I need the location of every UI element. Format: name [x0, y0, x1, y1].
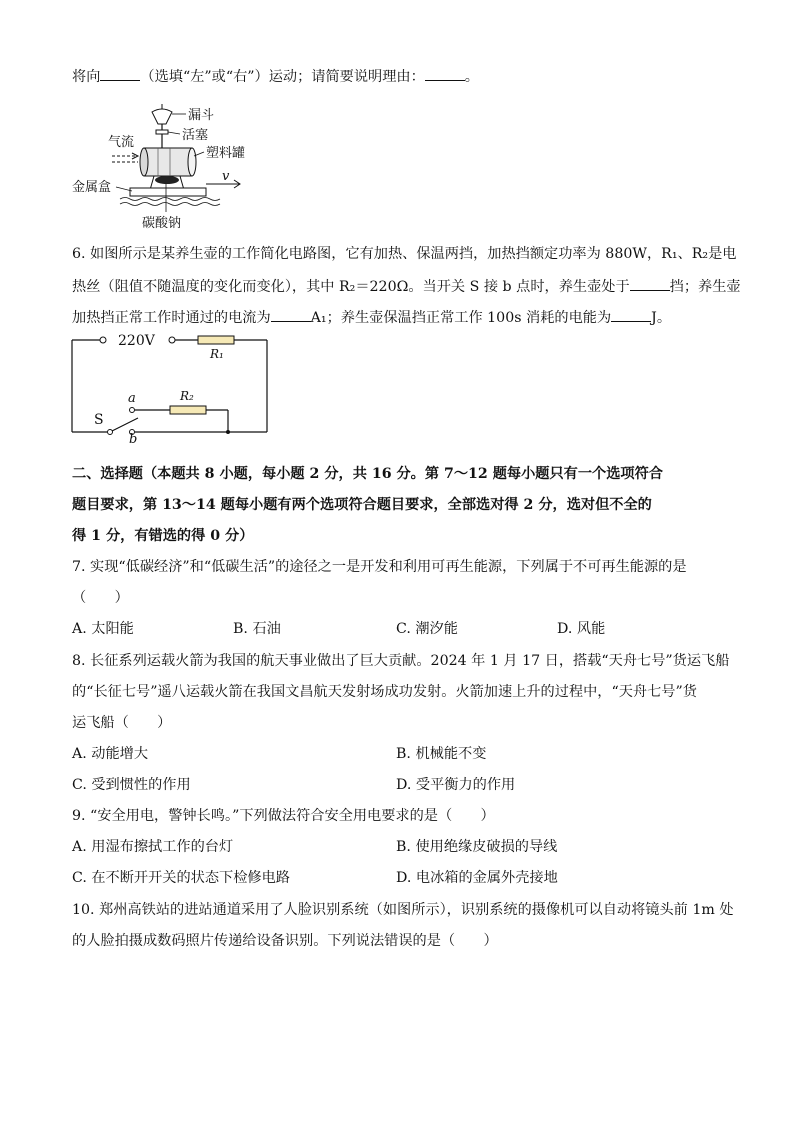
resistor-r1-icon — [198, 336, 234, 344]
q8-line-3: 运飞船（ ） — [72, 715, 172, 731]
q7-line-1: 7. 实现“低碳经济”和“低碳生活”的途径之一是开发和利用可再生能源，下列属于不可再生能源的是 — [72, 559, 687, 575]
q8-option-a[interactable]: A. 动能增大 — [72, 746, 149, 762]
q5-text-before: 将向 — [72, 69, 101, 85]
q7-option-d[interactable]: D. 风能 — [557, 621, 606, 637]
a-label: a — [128, 391, 136, 406]
q9-option-c[interactable]: C. 在不断开开关的状态下检修电路 — [72, 870, 290, 886]
q6-line-2 — [72, 276, 741, 297]
answer-blank[interactable] — [271, 307, 311, 322]
q8-option-b[interactable]: B. 机械能不变 — [396, 746, 487, 762]
q9-option-d[interactable]: D. 电冰箱的金属外壳接地 — [396, 870, 558, 886]
section2-line-1: 二、选择题（本题共 8 小题，每小题 2 分，共 16 分。第 7～12 题每小题只有一个选项符合 — [72, 466, 663, 482]
voltage-label: 220V — [118, 333, 155, 349]
q5-text-between: （选填“左”或“右”）运动；请简要说明理由： — [140, 69, 425, 85]
q8-option-c[interactable]: C. 受到惯性的作用 — [72, 777, 191, 793]
q6-text: 加热挡正常工作时通过的电流为 — [72, 310, 271, 326]
section2-line-3: 得 1 分，有错选的得 0 分） — [72, 528, 254, 544]
q9-option-b[interactable]: B. 使用绝缘皮破损的导线 — [396, 839, 558, 855]
q7-line-2: （ ） — [72, 590, 129, 606]
switch-pivot-icon — [108, 430, 113, 435]
q10-line-2: 的人脸拍摄成数码照片传递给设备识别。下列说法错误的是（ ） — [72, 933, 498, 949]
q6-text: J。 — [651, 310, 672, 326]
valve-label: 活塞 — [182, 128, 209, 143]
answer-blank[interactable] — [611, 307, 651, 322]
terminal-icon — [169, 337, 175, 343]
q7-option-c[interactable]: C. 潮汐能 — [396, 621, 458, 637]
velocity-label: v — [222, 169, 230, 184]
switch-blade-icon — [112, 418, 138, 431]
q8-line-2: 的“长征七号”遥八运载火箭在我国文昌航天发射场成功发射。火箭加速上升的过程中，“天舟七号”货 — [72, 684, 697, 700]
q5-text-end: 。 — [464, 69, 479, 85]
resistor-r2-icon — [170, 406, 206, 414]
b-contact-label: b — [129, 432, 138, 447]
funnel-icon — [152, 104, 172, 150]
q7-option-a[interactable]: A. 太阳能 — [72, 621, 134, 637]
contact-a-icon — [130, 408, 135, 413]
q5-tail-line — [72, 66, 479, 87]
box-label: 金属盒 — [72, 180, 112, 195]
answer-blank[interactable] — [630, 276, 670, 291]
soda-label: 碳酸钠 — [142, 216, 182, 231]
q6-text: 挡；养生壶 — [669, 279, 741, 295]
q5-figure — [70, 100, 270, 235]
metal-box-icon — [120, 188, 220, 206]
q7-option-b[interactable]: B. 石油 — [233, 621, 281, 637]
terminal-icon — [100, 337, 106, 343]
q8-line-1: 8. 长征系列运载火箭为我国的航天事业做出了巨大贡献。2024 年 1 月 17 日，搭载“天舟七号”货运飞船 — [72, 653, 730, 669]
q9-option-a[interactable]: A. 用湿布擦拭工作的台灯 — [72, 839, 234, 855]
q6-text: 热丝（阻值不随温度的变化而变化），其中 R₂＝220Ω。当开关 S 接 b 点时，养生壶处于 — [72, 279, 630, 295]
circuit-diagram — [66, 330, 276, 438]
answer-blank[interactable] — [100, 66, 140, 81]
section2-line-2: 题目要求，第 13～14 题每小题有两个选项符合题目要求，全部选对得 2 分，选对但不全的 — [72, 497, 652, 513]
r1-label: R₁ — [210, 347, 224, 361]
q6-text: A₁；养生壶保温挡正常工作 100s 消耗的电能为 — [310, 310, 612, 326]
q10-line-1: 10. 郑州高铁站的进站通道采用了人脸识别系统（如图所示），识别系统的摄像机可以自动将镜头前 1m 处 — [72, 902, 734, 918]
switch-label: S — [94, 412, 104, 428]
plastic-can-icon — [140, 148, 196, 176]
q6-line-1: 6. 如图所示是某养生壶的工作简化电路图，它有加热、保温两挡，加热挡额定功率为 880W，R₁、R₂是电 — [72, 246, 737, 262]
q9-line-1: 9. “安全用电，警钟长鸣。”下列做法符合安全用电要求的是（ ） — [72, 808, 495, 824]
airflow-arrow-icon — [112, 153, 138, 162]
r2-label: R₂ — [180, 389, 194, 403]
q6-line-3 — [72, 307, 671, 328]
funnel-label: 漏斗 — [188, 108, 215, 123]
can-label: 塑料罐 — [206, 146, 246, 161]
airflow-label: 气流 — [108, 135, 135, 150]
answer-blank[interactable] — [425, 66, 465, 81]
q8-option-d[interactable]: D. 受平衡力的作用 — [396, 777, 516, 793]
